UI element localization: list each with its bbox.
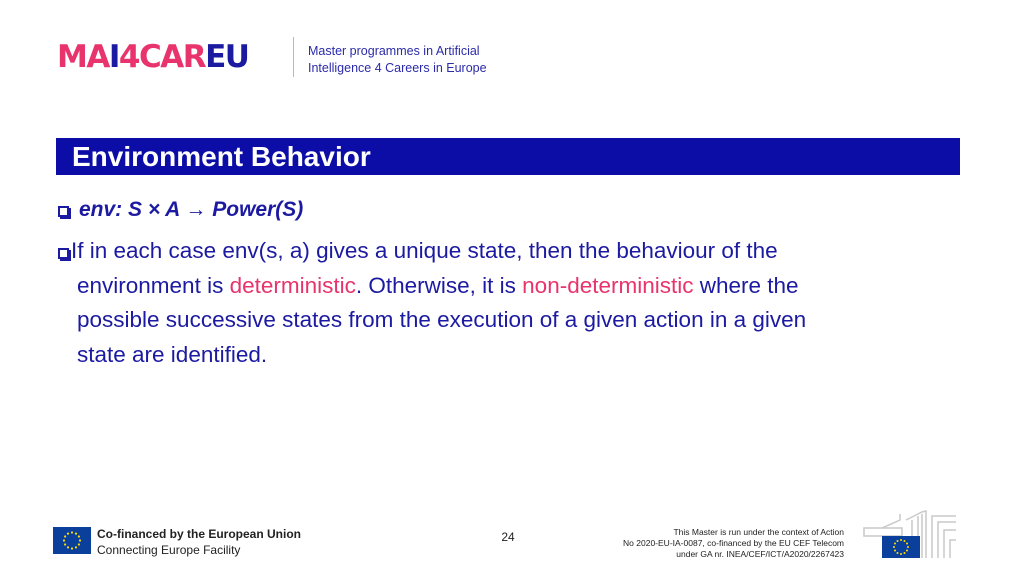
paragraph-line-1-text: If in each case env(s, a) gives a unique state, then the behaviour of the bbox=[71, 238, 778, 263]
deterministic-term: deterministic bbox=[229, 272, 356, 298]
paragraph-line-1 bbox=[58, 234, 938, 269]
action-note-line-2: No 2020-EU-IA-0087, co-financed by the EU CEF Telecom bbox=[623, 538, 844, 548]
cofinanced-text: Co-financed by the European Union bbox=[97, 527, 302, 541]
paragraph-line-2 bbox=[58, 269, 938, 304]
slide-title: Environment Behavior bbox=[72, 141, 371, 172]
header-tagline bbox=[308, 43, 548, 77]
facility-text: Connecting Europe Facility bbox=[97, 543, 241, 557]
paragraph-line-3: possible successive states from the execution of a given action in a given bbox=[77, 307, 807, 332]
behavior-paragraph bbox=[58, 234, 938, 372]
checkbox-bullet-icon bbox=[58, 248, 69, 259]
paragraph-line-2-middle: . Otherwise, it is bbox=[355, 272, 523, 298]
env-definition-text: env: S × A → Power(S) bbox=[79, 198, 304, 221]
european-commission-logo bbox=[862, 510, 958, 560]
slide-title-bar bbox=[56, 138, 960, 175]
header-divider bbox=[293, 37, 294, 77]
tagline-line-2: Intelligence 4 Careers in Europe bbox=[308, 61, 487, 75]
logo-text-4: 4 bbox=[118, 39, 139, 75]
logo-text-car: CAR bbox=[138, 39, 206, 75]
logo-text-ma: MA bbox=[57, 39, 109, 75]
action-note-line-3: under GA nr. INEA/CEF/ICT/A2020/2267423 bbox=[676, 549, 844, 559]
eu-flag-icon bbox=[53, 527, 91, 554]
cofinanced-label bbox=[97, 526, 301, 558]
paragraph-line-2-start: environment is bbox=[77, 272, 230, 298]
logo-text-eu: EU bbox=[205, 39, 249, 75]
tagline-line-1: Master programmes in Artificial bbox=[308, 44, 480, 58]
action-note-line-1: This Master is run under the context of Action bbox=[673, 527, 844, 537]
env-definition-bullet bbox=[58, 196, 303, 224]
page-number: 24 bbox=[501, 530, 515, 544]
action-note bbox=[623, 527, 844, 560]
checkbox-bullet-icon bbox=[58, 206, 69, 217]
mai4careu-logo bbox=[57, 36, 248, 78]
paragraph-line-4: state are identified. bbox=[77, 341, 268, 367]
paragraph-line-2-end: where the bbox=[693, 272, 799, 298]
non-deterministic-term: non-deterministic bbox=[522, 272, 694, 298]
logo-text-i: I bbox=[108, 39, 119, 75]
